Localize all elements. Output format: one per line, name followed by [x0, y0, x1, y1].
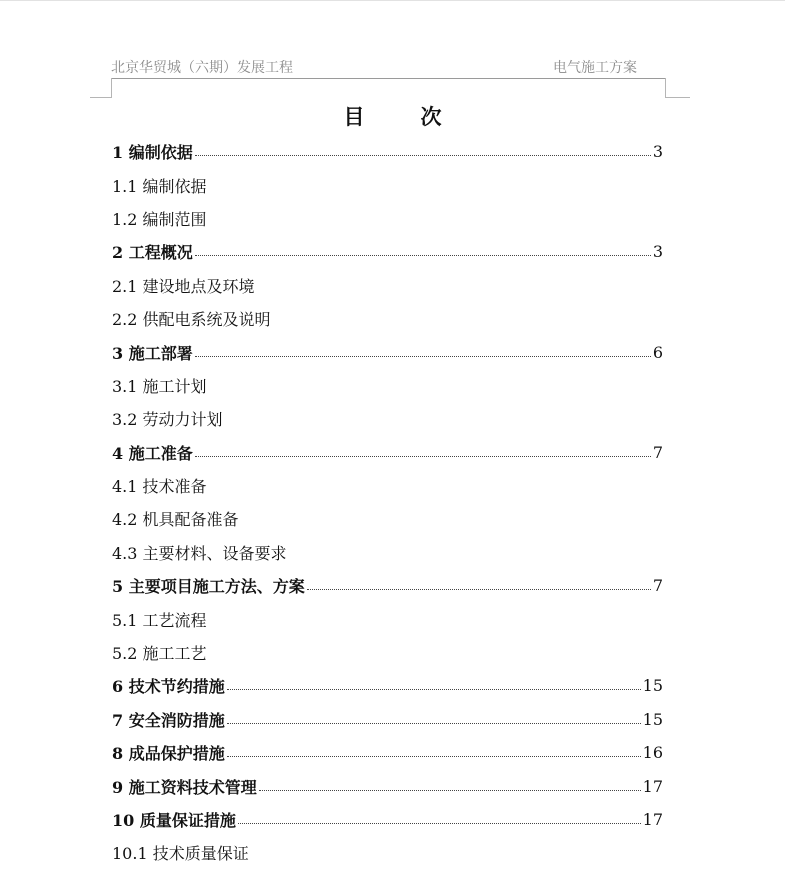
toc-entry[interactable] — [112, 536, 663, 569]
toc-entry[interactable] — [112, 569, 663, 602]
toc-entry[interactable] — [112, 335, 663, 368]
crop-mark-left-horizontal — [90, 97, 112, 98]
toc-page-number: 3 — [652, 242, 663, 262]
toc-entry[interactable] — [112, 436, 663, 469]
toc-dot-leader — [195, 355, 651, 357]
toc-entry-title: 7 安全消防措施 — [112, 710, 225, 730]
toc-entry-title: 2.2 供配电系统及说明 — [112, 310, 271, 330]
toc-entry[interactable] — [112, 602, 663, 635]
toc-dot-leader — [307, 588, 651, 590]
toc-entry-title: 4.1 技术准备 — [112, 477, 207, 497]
toc-entry-title: 1.1 编制依据 — [112, 176, 207, 196]
toc-dot-leader — [195, 455, 651, 457]
toc-page-number: 6 — [652, 342, 663, 362]
toc-entry-title: 5.1 工艺流程 — [112, 610, 207, 630]
crop-mark-right-horizontal — [665, 97, 690, 98]
toc-dot-leader — [227, 722, 641, 724]
toc-page-number: 17 — [642, 776, 663, 796]
toc-page-number: 15 — [642, 709, 663, 729]
toc-dot-leader — [227, 755, 641, 757]
toc-entry-title: 2 工程概况 — [112, 243, 193, 263]
page-top-edge — [0, 0, 785, 1]
toc-dot-leader — [238, 822, 641, 824]
page-header — [111, 58, 665, 78]
toc-dot-leader — [195, 154, 651, 156]
toc-entry-title: 4.2 机具配备准备 — [112, 510, 239, 530]
header-project-name: 北京华贸城（六期）发展工程 — [111, 60, 293, 76]
toc-entry[interactable] — [112, 369, 663, 402]
toc-entry[interactable] — [112, 669, 663, 702]
toc-dot-leader — [195, 254, 651, 256]
toc-entry[interactable] — [112, 736, 663, 769]
toc-entry-title: 2.1 建设地点及环境 — [112, 276, 255, 296]
toc-entry-title: 9 施工资料技术管理 — [112, 777, 257, 797]
toc-entry-title: 6 技术节约措施 — [112, 677, 225, 697]
toc-page-number: 15 — [642, 676, 663, 696]
toc-entry[interactable] — [112, 769, 663, 802]
crop-mark-left-vertical — [111, 78, 112, 98]
toc-entry[interactable] — [112, 168, 663, 201]
toc-entry-title: 1 编制依据 — [112, 143, 193, 163]
header-document-type: 电气施工方案 — [553, 60, 637, 76]
toc-entry[interactable] — [112, 636, 663, 669]
toc-entry-title: 1.2 编制范围 — [112, 209, 207, 229]
toc-entry-title: 8 成品保护措施 — [112, 744, 225, 764]
toc-page-number: 17 — [642, 810, 663, 829]
toc-page-number: 16 — [642, 743, 663, 763]
toc-entry-title: 4.3 主要材料、设备要求 — [112, 543, 287, 563]
toc-entry-title: 3.2 劳动力计划 — [112, 410, 223, 430]
toc-entry[interactable] — [112, 402, 663, 435]
toc-entry[interactable] — [112, 703, 663, 736]
toc-entry[interactable] — [112, 269, 663, 302]
table-of-contents — [112, 135, 663, 870]
header-rule — [111, 78, 665, 79]
toc-entry[interactable] — [112, 469, 663, 502]
toc-entry-title: 10 质量保证措施 — [112, 811, 236, 830]
toc-entry-title: 5.2 施工工艺 — [112, 644, 207, 664]
crop-mark-right-vertical — [665, 78, 666, 98]
toc-entry[interactable] — [112, 803, 663, 836]
toc-entry[interactable] — [112, 836, 663, 869]
toc-entry[interactable] — [112, 235, 663, 268]
toc-entry-title: 4 施工准备 — [112, 443, 193, 463]
toc-title: 目次 — [343, 104, 498, 129]
toc-entry[interactable] — [112, 202, 663, 235]
toc-entry-title: 5 主要项目施工方法、方案 — [112, 577, 305, 597]
toc-entry-title: 3.1 施工计划 — [112, 376, 207, 396]
toc-page-number: 7 — [652, 442, 663, 462]
toc-entry-title: 3 施工部署 — [112, 343, 193, 363]
toc-entry[interactable] — [112, 502, 663, 535]
toc-entry[interactable] — [112, 302, 663, 335]
toc-page-number: 7 — [652, 576, 663, 596]
toc-dot-leader — [227, 688, 641, 690]
toc-entry[interactable] — [112, 135, 663, 168]
toc-entry-title: 10.1 技术质量保证 — [112, 844, 249, 864]
toc-dot-leader — [259, 789, 641, 791]
toc-page-number: 3 — [652, 142, 663, 162]
